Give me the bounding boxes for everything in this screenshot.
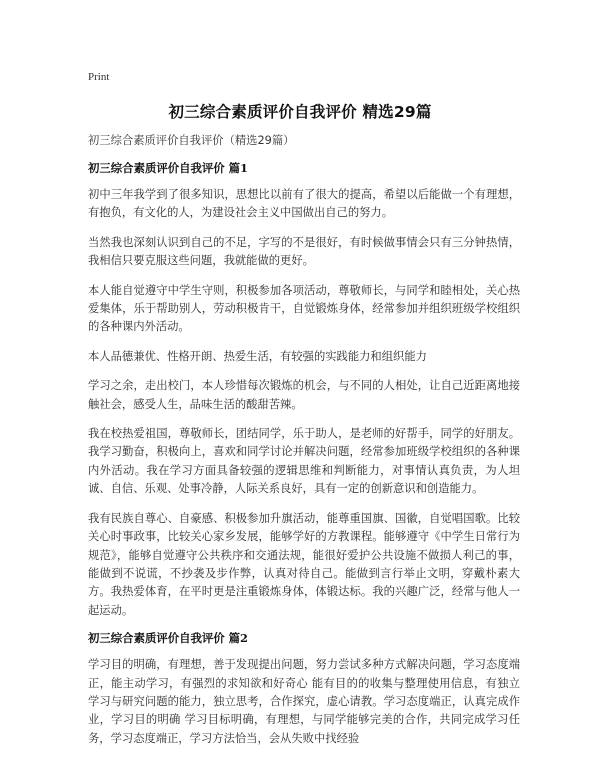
paragraph: 我在校热爱祖国，尊敬师长，团结同学，乐于助人，是老师的好帮手，同学的好朋友。我学习勤奋，积极向上，喜欢和同学讨论并解决问题，经常参加班级学校组织的各种课内外活动。我在学习方面具备较强的逻辑思维和判断能力，对事情认真负责，为人坦诚、自信、乐观、处事冷静，人际关系良好，具有一定的创新意识和创造能力。 xyxy=(88,427,520,496)
paragraph: 我有民族自尊心、自豪感、积极参加升旗活动，能尊重国旗、国徽，自觉唱国歌。比较关心时事政事，比较关心家乡发展，能够学好的方教课程。能够遵守《中学生日常行为规范》，能够自觉遵守公共秩序和交通法规，能很好爱护公共设施不做损人利己的事，能做到不说谎，不抄袭及步作弊，认真对待自己。能做到言行举止文明，穿戴朴素大方。我热爱体育，在平时更是注重锻炼身体，体锻达标。我的兴趣广泛，经常与他人一起运动。 xyxy=(88,511,520,617)
paragraph: 本人品德兼优、性格开朗、热爱生活，有较强的实践能力和组织能力 xyxy=(88,349,427,363)
document-subtitle: 初三综合素质评价自我评价（精选29篇） xyxy=(88,134,295,147)
paragraph: 学习之余，走出校门，本人珍惜每次锻炼的机会，与不同的人相处，让自己近距离地接触社会，感受人生，品味生活的酸甜苦辣。 xyxy=(88,379,520,411)
paragraph: 本人能自觉遵守中学生守则，积极参加各项活动，尊敬师长，与同学和睦相处，关心热爱集体，乐于帮助别人，劳动积极肯干，自觉锻炼身体，经常参加并组织班级学校组织的各种课内外活动。 xyxy=(88,283,520,334)
section-heading: 初三综合素质评价自我评价 篇2 xyxy=(88,631,248,646)
paragraph: 当然我也深刻认识到自己的不足，字写的不是很好，有时候做事情会只有三分钟热情，我相信只要克服这些问题，我就能做的更好。 xyxy=(88,235,520,268)
paragraph: 初中三年我学到了很多知识，思想比以前有了很大的提高，希望以后能做一个有理想，有抱负，有文化的人，为建设社会主义中国做出自己的努力。 xyxy=(88,188,520,220)
print-link[interactable]: Print xyxy=(88,71,110,83)
document-title: 初三综合素质评价自我评价 精选29篇 xyxy=(168,103,432,121)
document-body xyxy=(88,134,520,759)
section-heading: 初三综合素质评价自我评价 篇1 xyxy=(88,161,248,175)
paragraph: 学习目的明确，有理想，善于发现提出问题，努力尝试多种方式解决问题，学习态度端正，能主动学习，有强烈的求知欲和好奇心 能有目的的收集与整理使用信息，有独立学习与研究问题的能力，独立思考，合作探究，虚心请教。学习态度端正，认真完成作业，学习目的明确 学习目标明确，有理想，与同学能够完美的合作，共同完成学习任务，学习态度端正，学习方法恰当，会从失败中找经验 xyxy=(88,658,520,745)
